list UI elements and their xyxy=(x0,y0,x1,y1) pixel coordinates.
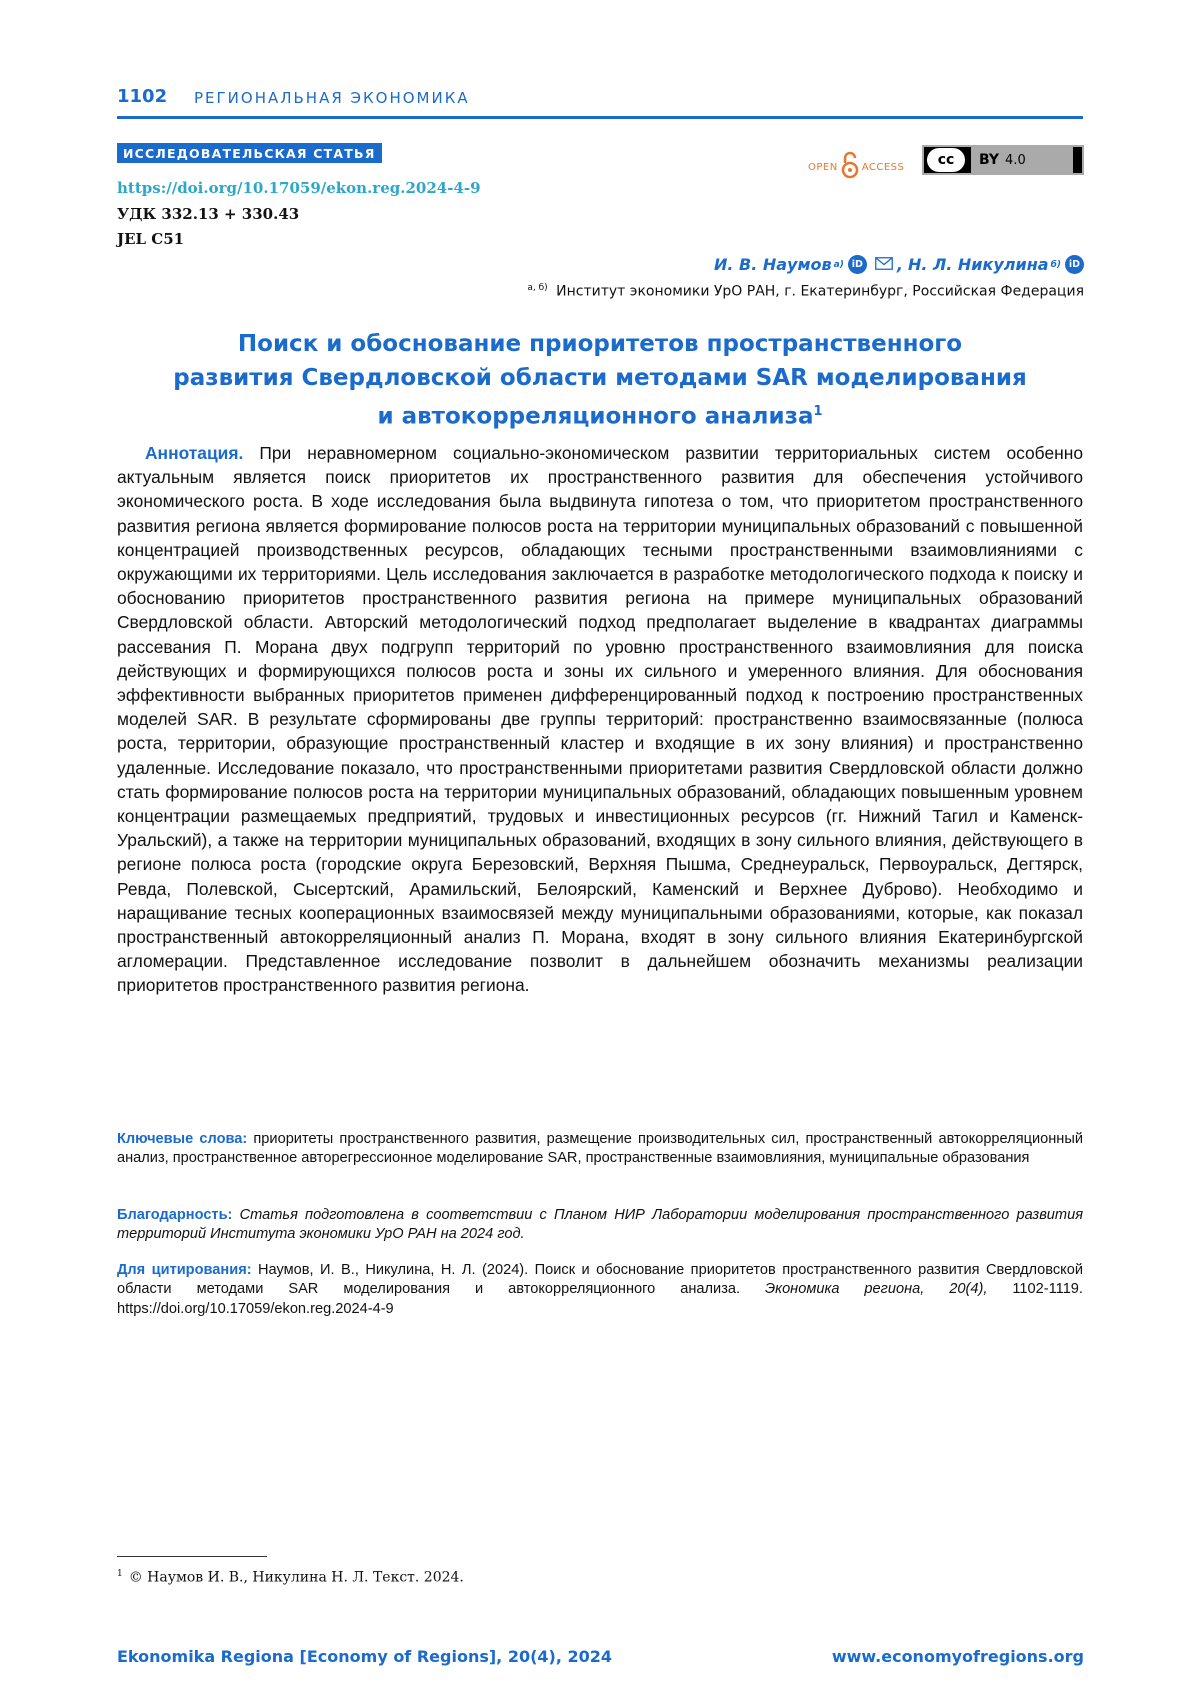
citation xyxy=(117,1261,1083,1319)
doi-link[interactable]: https://doi.org/10.17059/ekon.reg.2024-4-9 xyxy=(117,179,481,197)
abstract xyxy=(117,441,1083,998)
header-divider xyxy=(117,116,1083,119)
title-line-3: и автокорреляционного анализа xyxy=(377,403,814,430)
title-line-2: развития Свердловской области методами SAR моделирования xyxy=(173,365,1027,391)
footer-website-link[interactable]: www.economyofregions.org xyxy=(831,1647,1084,1666)
title-footnote-mark: 1 xyxy=(813,404,823,419)
cc-version: 4.0 xyxy=(1005,152,1026,168)
keywords-text: приоритеты пространственного развития, размещение производительных сил, пространственный автокорреляционный анализ, пространственное авторегрессионное моделирование SAR, пространственные взаимовлияния, муниципальные образования xyxy=(117,1131,1083,1167)
acknowledgment-text: Статья подготовлена в соответствии с Планом НИР Лаборатории моделирования пространственного развития территорий Института экономики УрО РАН на 2024 год. xyxy=(117,1207,1083,1243)
open-access-access-text: ACCESS xyxy=(861,161,905,173)
open-access-logo xyxy=(808,153,904,181)
cc-by-text: BY xyxy=(979,152,1000,168)
title-line-1: Поиск и обоснование приоритетов пространственного xyxy=(237,331,963,357)
affiliation-text: Институт экономики УрО РАН, г. Екатеринбург, Российская Федерация xyxy=(556,283,1084,300)
open-access-open-text: OPEN xyxy=(808,161,838,173)
keywords xyxy=(117,1130,1083,1169)
article-title xyxy=(117,327,1083,434)
affiliation-marks: а, б) xyxy=(527,283,548,293)
udk-code: УДК 332.13 + 330.43 xyxy=(117,205,300,223)
acknowledgment-label: Благодарность: xyxy=(117,1207,233,1223)
email-icon[interactable] xyxy=(875,255,893,274)
citation-journal: Экономика региона, 20(4), xyxy=(765,1281,988,1298)
orcid-icon[interactable]: iD xyxy=(1065,255,1084,274)
open-lock-icon xyxy=(841,151,859,183)
author-1[interactable]: И. В. Наумов xyxy=(713,255,832,274)
citation-pages-doi[interactable]: 1102-1119. https://doi.org/10.17059/ekon.reg.2024-4-9 xyxy=(117,1281,1083,1317)
citation-text: Наумов, И. В., Никулина, Н. Л. (2024). Поиск и обоснование приоритетов пространственного развития Свердловской области методами SAR моделирования и автокорреляционного анализа. xyxy=(117,1262,1083,1298)
affiliation xyxy=(527,283,1084,300)
journal-section: РЕГИОНАЛЬНАЯ ЭКОНОМИКА xyxy=(194,89,470,107)
authors-line xyxy=(714,255,1084,274)
footnote-text: © Наумов И. В., Никулина Н. Л. Текст. 2024. xyxy=(128,1569,464,1586)
jel-code: JEL C51 xyxy=(117,230,185,248)
author-2[interactable]: Н. Л. Никулина xyxy=(907,255,1049,274)
citation-label: Для цитирования: xyxy=(117,1262,252,1278)
abstract-label: Аннотация. xyxy=(145,443,244,463)
footnote xyxy=(117,1569,464,1586)
author-1-mark: а) xyxy=(833,259,844,270)
footer-journal: Ekonomika Regiona [Economy of Regions], 20(4), 2024 xyxy=(117,1647,613,1666)
acknowledgment xyxy=(117,1206,1083,1245)
author-separator: , xyxy=(896,255,903,274)
keywords-label: Ключевые слова: xyxy=(117,1131,248,1147)
footnote-mark: 1 xyxy=(117,1569,123,1579)
page-number: 1102 xyxy=(117,86,168,107)
footnote-divider xyxy=(117,1556,267,1557)
cc-by-label xyxy=(971,147,1073,173)
cc-icon: cc xyxy=(927,148,965,172)
cc-by-license-badge[interactable] xyxy=(922,145,1084,175)
abstract-text: При неравномерном социально-экономическом развитии территориальных систем особенно актуальным является поиск приоритетов их пространственного развития для обеспечения устойчивого экономического роста. В ходе исследования была выдвинута гипотеза о том, что приоритетом пространственного развития региона является формирование полюсов роста на территории муниципальных образований с повышенной концентрацией производственных ресурсов, обладающих тесными пространственными взаимовлияниями с окружающими их территориями. Цель исследования заключается в разработке методологического подхода к поиску и обоснованию приоритетов пространственного развития региона на примере муниципальных образований Свердловской области. Авторский методологический подход предполагает выделение в квадрантах диаграммы рассевания П. Морана двух подгрупп территорий по уровню пространственного взаимовлияния для поиска действующих и формирующихся полюсов роста и зоны их сильного и умеренного влияния. Для обоснования эффективности выбранных приоритетов применен дифференцированный подход к построению пространственных моделей SAR. В результате сформированы две группы территорий: пространственно взаимосвязанные (полюса роста, территории, образующие пространственный кластер и входящие в их зону влияния) и пространственно удаленные. Исследование показало, что пространственными приоритетами развития Свердловской области должно стать формирование полюсов роста на территории муниципальных образований, обладающих повышенным уровнем концентрации размещаемых предприятий, трудовых и инвестиционных ресурсов (гг. Нижний Тагил и Каменск-Уральский), а также на территории муниципальных образований, входящих в зону сильного влияния, действующего в регионе полюса роста (городские округа Березовский, Верхняя Пышма, Среднеуральск, Первоуральск, Дегтярск, Ревда, Полевской, Сысертский, Арамильский, Белоярский, Каменский и Верхнее Дуброво). Необходимо и наращивание тесных кооперационных взаимосвязей между муниципальными образованиями, которые, как показал пространственный автокорреляционный анализ П. Морана, входят в зону сильного влияния Екатеринбургской агломерации. Представленное исследование позволит в дальнейшем обозначить механизмы реализации приоритетов пространственного развития региона. xyxy=(117,443,1083,996)
article-type-badge: ИССЛЕДОВАТЕЛЬСКАЯ СТАТЬЯ xyxy=(117,143,382,163)
author-2-mark: б) xyxy=(1050,259,1061,270)
orcid-icon[interactable]: iD xyxy=(848,255,867,274)
